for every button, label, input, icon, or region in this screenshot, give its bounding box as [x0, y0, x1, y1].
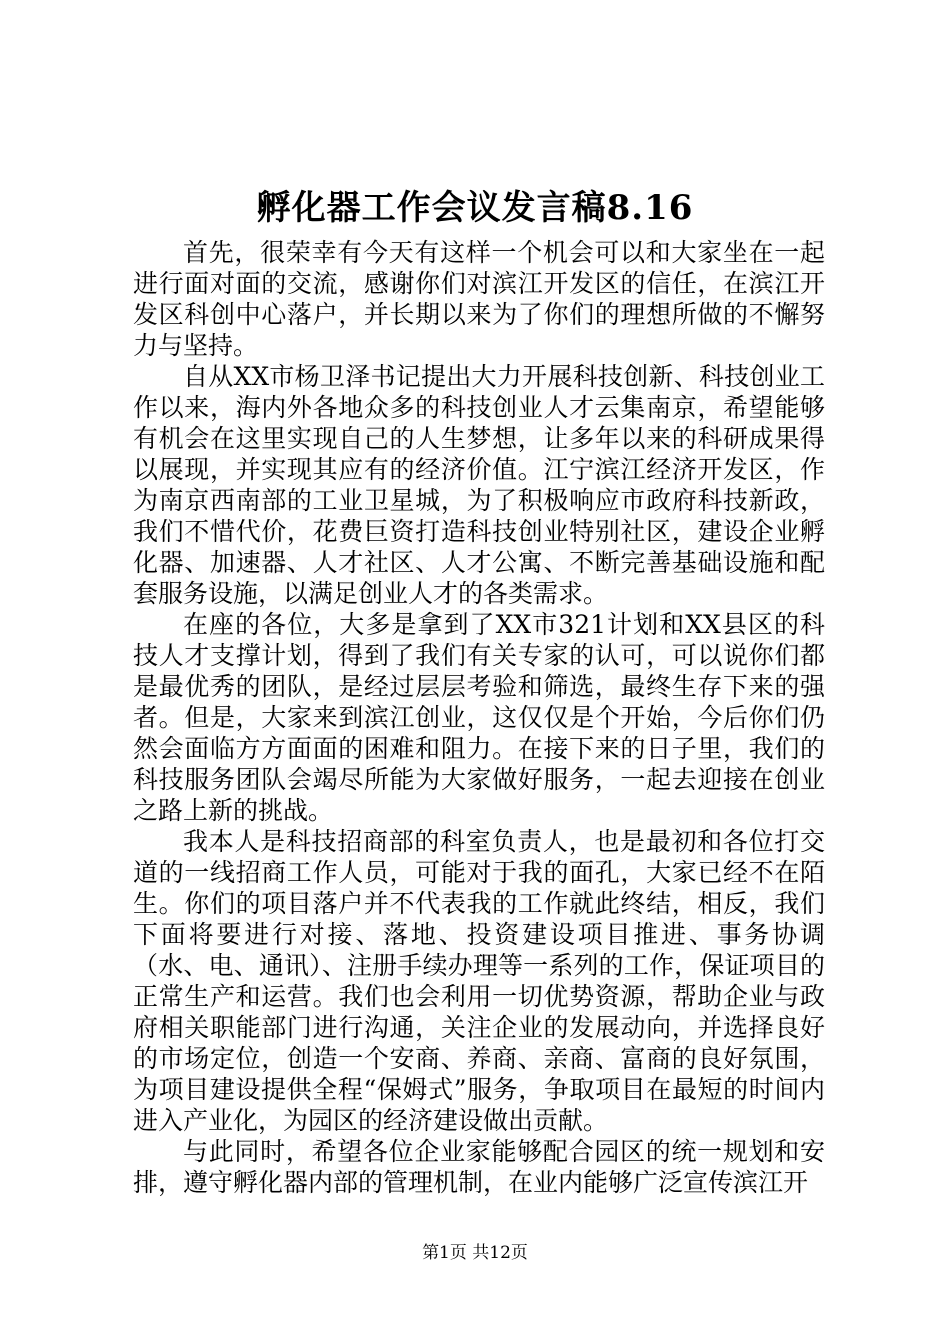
page-number-footer: 第1页 共12页	[422, 1243, 528, 1263]
paragraph-2: 自从XX市杨卫泽书记提出大力开展科技创新、科技创业工作以来，海内外各地众多的科技创业人才云集南京，希望能够有机会在这里实现自己的人生梦想，让多年以来的科研成果得以展现，并实现其应有的经济价值。江宁滨江经济开发区，作为南京西南部的工业卫星城，为了积极响应市政府科技新政，我们不惜代价，花费巨资打造科技创业特别社区，建设企业孵化器、加速器、人才社区、人才公寓、不断完善基础设施和配套服务设施，以满足创业人才的各类需求。	[133, 362, 825, 608]
paragraph-4: 我本人是科技招商部的科室负责人，也是最初和各位打交道的一线招商工作人员，可能对于我的面孔，大家已经不在陌生。你们的项目落户并不代表我的工作就此终结，相反，我们下面将要进行对接、落地、投资建设项目推进、事务协调（水、电、通讯）、注册手续办理等一系列的工作，保证项目的正常生产和运营。我们也会利用一切优势资源，帮助企业与政府相关职能部门进行沟通，关注企业的发展动向，并选择良好的市场定位，创造一个安商、养商、亲商、富商的良好氛围，为项目建设提供全程“保姆式”服务，争取项目在最短的时间内进入产业化，为园区的经济建设做出贡献。	[133, 827, 825, 1135]
document-title: 孵化器工作会议发言稿8.16	[256, 188, 694, 228]
paragraph-1: 首先，很荣幸有今天有这样一个机会可以和大家坐在一起进行面对面的交流，感谢你们对滨江开发区的信任，在滨江开发区科创中心落户，并长期以来为了你们的理想所做的不懈努力与坚持。	[133, 238, 825, 360]
paragraph-5: 与此同时，希望各位企业家能够配合园区的统一规划和安排，遵守孵化器内部的管理机制，在业内能够广泛宣传滨江开	[133, 1137, 825, 1197]
paragraph-3: 在座的各位，大多是拿到了XX市321计划和XX县区的科技人才支撑计划，得到了我们有关专家的认可，可以说你们都是最优秀的团队，是经过层层考验和筛选，最终生存下来的强者。但是，大家来到滨江创业，这仅仅是个开始，今后你们仍然会面临方方面面的困难和阻力。在接下来的日子里，我们的科技服务团队会竭尽所能为大家做好服务，一起去迎接在创业之路上新的挑战。	[133, 610, 825, 825]
document-body	[133, 237, 825, 1198]
